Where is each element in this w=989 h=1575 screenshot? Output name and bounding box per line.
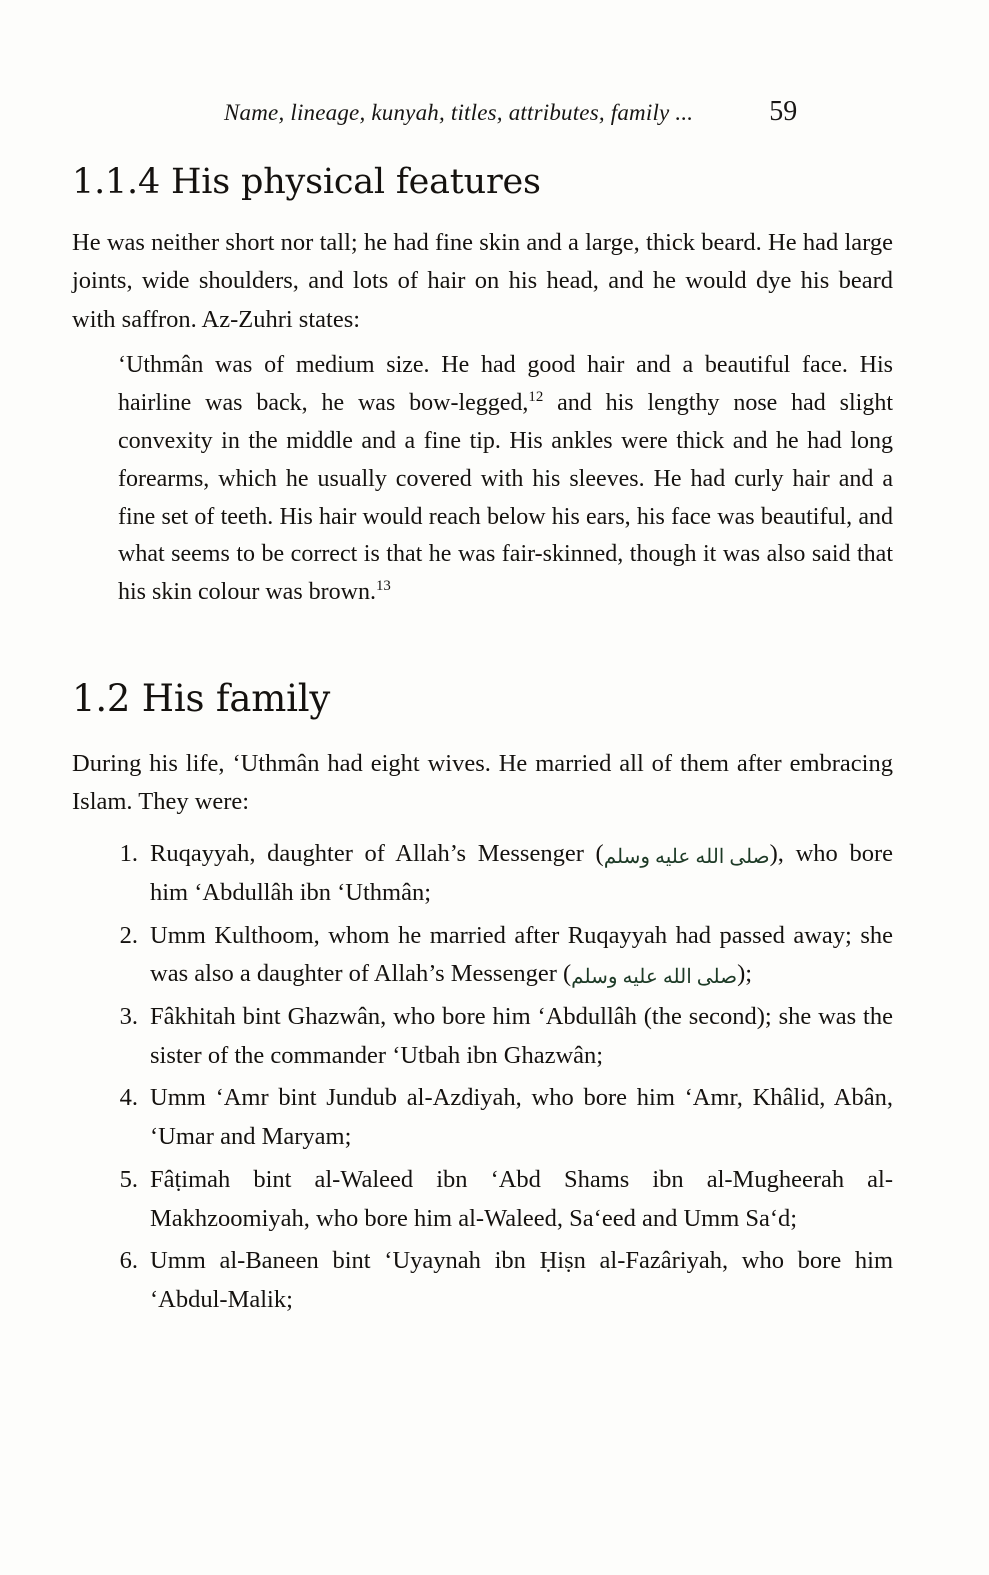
footnote-marker-12: 12 <box>528 388 544 405</box>
running-head-title: Name, lineage, kunyah, titles, attributes, family ... <box>224 100 694 125</box>
heading-his-family: 1.2 His family <box>72 677 331 721</box>
salla-allahu-alayhi-wa-sallam-icon: صلى الله عليه وسلم <box>603 846 770 869</box>
list-item-text-before: Ruqayyah, daughter of Allah’s Messenger ( <box>150 840 604 868</box>
list-item-text-before: Umm Kulthoom, whom he married after Ruqayyah had passed away; she was also a daughter of Allah’s Messenger ( <box>150 921 893 988</box>
list-item-text-before: Umm al-Baneen bint ‘Uyaynah ibn Ḥiṣn al-Fazâriyah, who bore him ‘Abdul-Malik; <box>150 1247 893 1313</box>
list-item <box>72 1242 893 1319</box>
quote-part-2: and his lengthy nose had slight convexity in the middle and a fine tip. His ankles were thick and he had long forearms, which he usually covered with his sleeves. He had curly hair and a fine set of teeth. His hair would reach below his ears, his face was beautiful, and what seems to be correct is that he was fair-skinned, though it was also said that his skin colour was brown. <box>118 389 893 606</box>
list-item <box>72 998 893 1075</box>
list-item <box>72 917 893 994</box>
salla-allahu-alayhi-wa-sallam-icon: صلى الله عليه وسلم <box>571 966 738 989</box>
list-item <box>72 1079 893 1156</box>
quote-part-1: ‘Uthmân was of medium size. He had good hair and a beautiful face. His hairline was back, he was bow-legged, <box>118 351 893 416</box>
page-number: 59 <box>769 96 798 127</box>
list-item-text-before: Fâṭimah bint al-Waleed ibn ‘Abd Shams ibn al-Mugheerah al-Makhzoomiyah, who bore him al-Waleed, Sa‘eed and Umm Sa‘d; <box>150 1165 893 1232</box>
running-head <box>72 96 893 128</box>
list-item <box>72 1161 893 1238</box>
heading-physical-features: 1.1.4 His physical features <box>72 162 541 202</box>
paragraph-physical-features: He was neither short nor tall; he had fine skin and a large, thick beard. He had large joints, wide shoulders, and lots of hair on his head, and he would dye his beard with saffron. Az-Zuhri states: <box>72 229 893 333</box>
list-item-text-after: ); <box>737 960 753 988</box>
list-item <box>72 835 893 912</box>
paragraph-his-family: During his life, ‘Uthmân had eight wives. He married all of them after embracing Islam. They were: <box>72 749 893 816</box>
wives-list <box>72 835 893 1319</box>
blockquote-az-zuhri <box>72 347 893 612</box>
blockquote-text <box>118 347 893 612</box>
list-item-text-before: Umm ‘Amr bint Jundub al-Azdiyah, who bore him ‘Amr, Khâlid, Abân, ‘Umar and Maryam; <box>150 1084 893 1151</box>
footnote-marker-13: 13 <box>375 578 391 595</box>
list-item-text-after: ), who bore him ‘Abdullâh ibn ‘Uthmân; <box>150 840 893 906</box>
list-item-text-before: Fâkhitah bint Ghazwân, who bore him ‘Abdullâh (the second); she was the sister of the commander ‘Utbah ibn Ghazwân; <box>150 1003 893 1069</box>
